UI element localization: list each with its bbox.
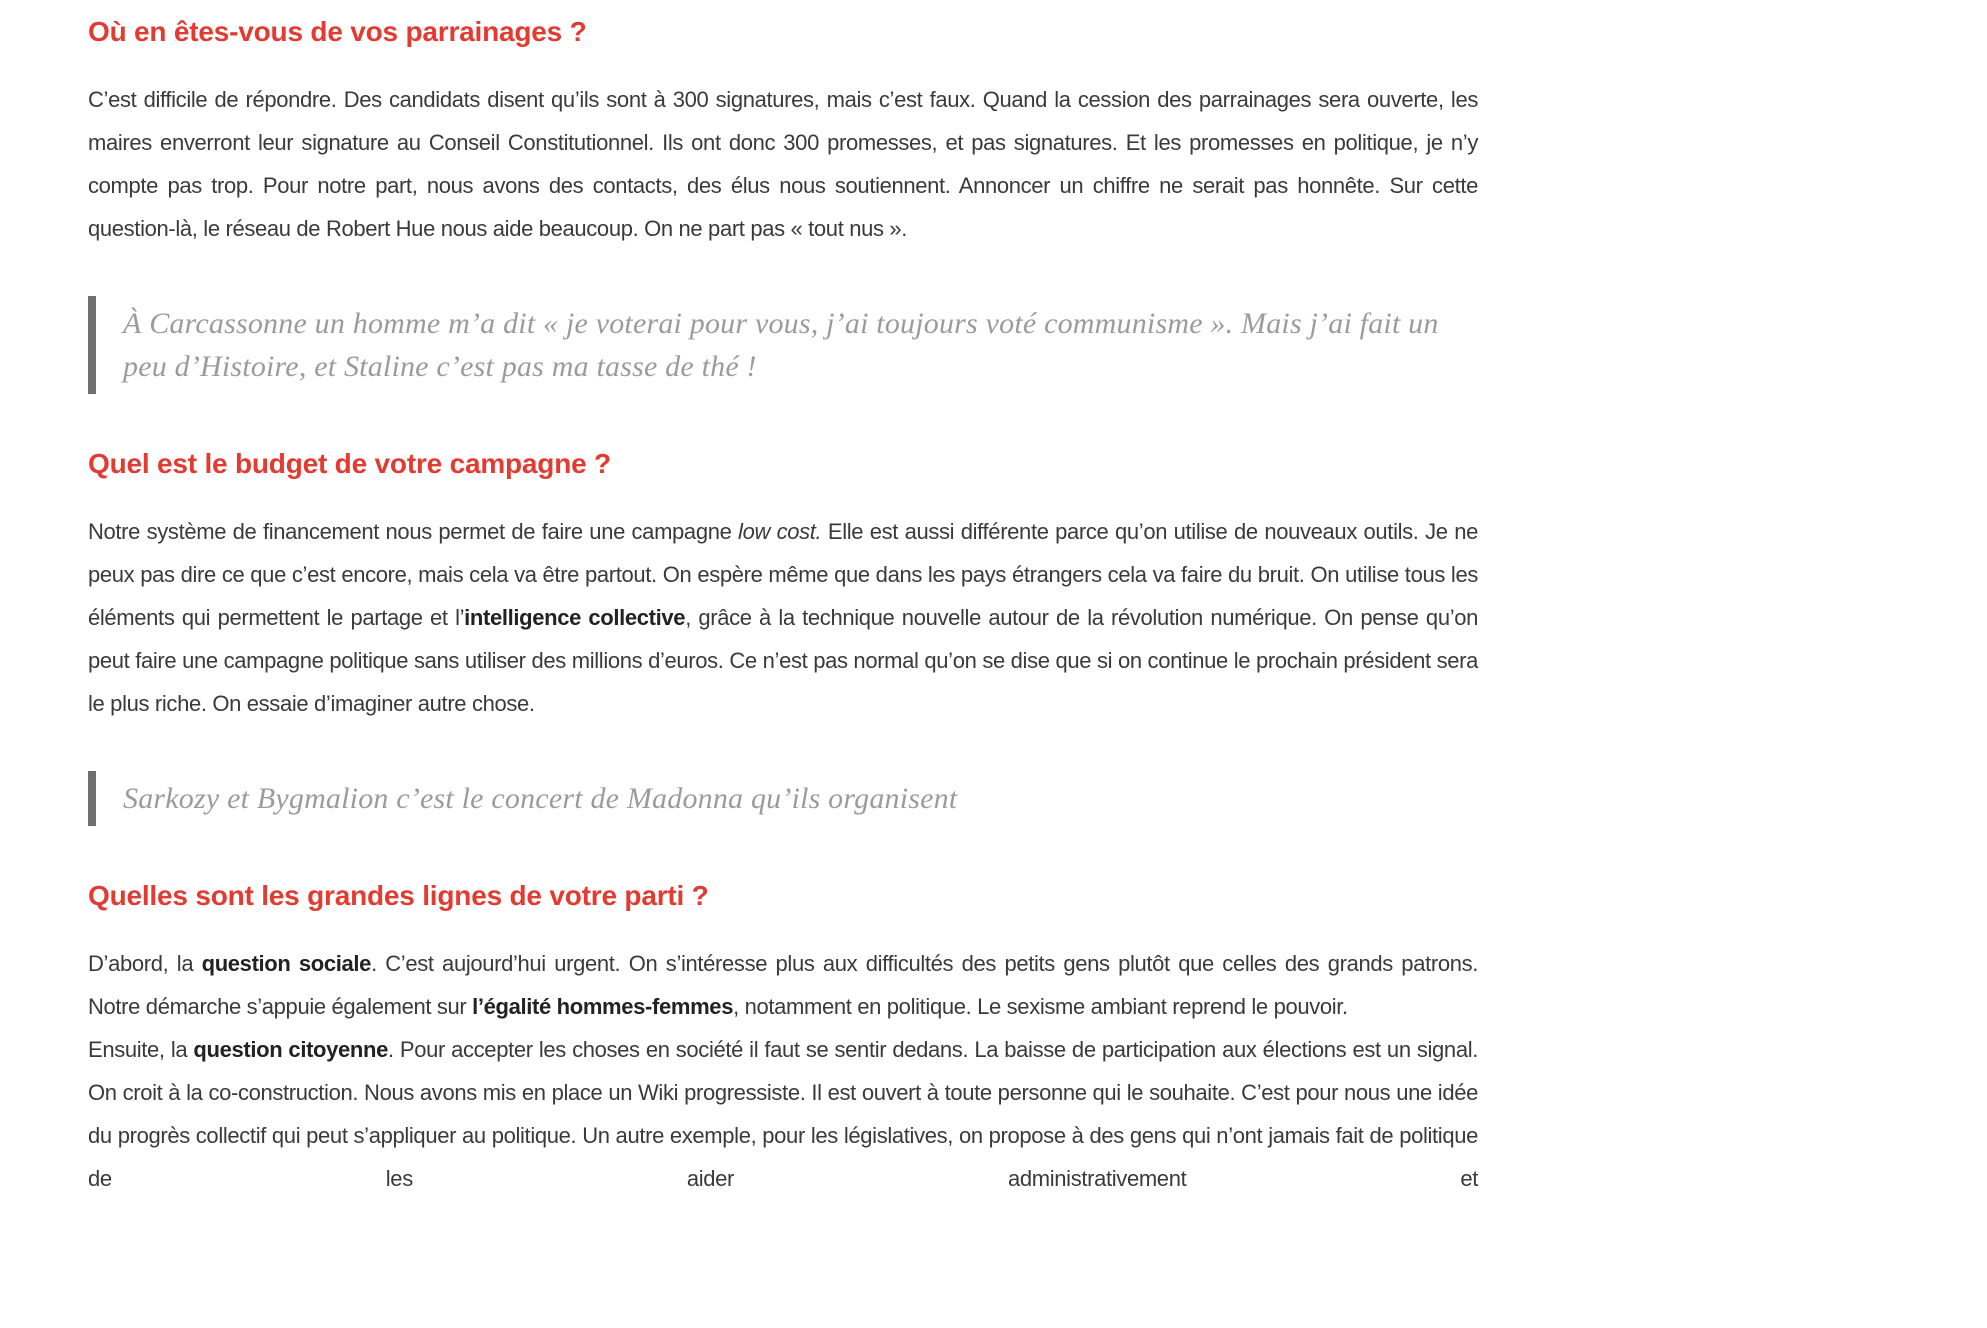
pull-quote-bygmalion [88, 771, 1478, 826]
pull-quote-carcassonne [88, 296, 1478, 394]
question-heading-parrainages: Où en êtes-vous de vos parrainages ? [88, 16, 587, 47]
pull-quote-text: Sarkozy et Bygmalion c’est le concert de Madonna qu’ils organisent [123, 782, 958, 815]
pull-quote-text: À Carcassonne un homme m’a dit « je voterai pour vous, j’ai toujours voté communisme ». Mais j’ai fait un peu d’Histoire, et Staline c’est pas ma tasse de thé ! [123, 307, 1439, 383]
interview-article [88, 0, 1478, 1200]
question-heading-budget: Quel est le budget de votre campagne ? [88, 448, 611, 479]
question-heading-grandes-lignes: Quelles sont les grandes lignes de votre parti ? [88, 880, 709, 911]
answer-paragraph-budget: Notre système de financement nous permet de faire une campagne low cost. Elle est aussi différente parce qu’on utilise de nouveaux outils. Je ne peux pas dire ce que c’est encore, mais cela va être partout. On espère même que dans les pays étrangers cela va faire du bruit. On utilise tous les éléments qui permettent le partage et l’intelligence collective, grâce à la technique nouvelle autour de la révolution numérique. On pense qu’on peut faire une campagne politique sans utiliser des millions d’euros. Ce n’est pas normal qu’on se dise que si on continue le prochain président sera le plus riche. On essaie d’imaginer autre chose. [88, 519, 1479, 716]
answer-paragraph-question-citoyenne: Ensuite, la question citoyenne. Pour accepter les choses en société il faut se sentir dedans. La baisse de participation aux élections est un signal. On croit à la co-construction. Nous avons mis en place un Wiki progressiste. Il est ouvert à toute personne qui le souhaite. C’est pour nous une idée du progrès collectif qui peut s’appliquer au politique. Un autre exemple, pour les législatives, on propose à des gens qui n’ont jamais fait de politique de les aider administrativement et [88, 1037, 1479, 1191]
answer-paragraph-parrainages: C’est difficile de répondre. Des candidats disent qu’ils sont à 300 signatures, mais c’est faux. Quand la cession des parrainages sera ouverte, les maires enverront leur signature au Conseil Constitutionnel. Ils ont donc 300 promesses, et pas signatures. Et les promesses en politique, je n’y compte pas trop. Pour notre part, nous avons des contacts, des élus nous soutiennent. Annoncer un chiffre ne serait pas honnête. Sur cette question-là, le réseau de Robert Hue nous aide beaucoup. On ne part pas « tout nus ». [88, 87, 1478, 241]
answer-paragraph-question-sociale: D’abord, la question sociale. C’est aujourd’hui urgent. On s’intéresse plus aux difficultés des petits gens plutôt que celles des grands patrons. Notre démarche s’appuie également sur l’égalité hommes-femmes, notamment en politique. Le sexisme ambiant reprend le pouvoir. [88, 951, 1479, 1019]
